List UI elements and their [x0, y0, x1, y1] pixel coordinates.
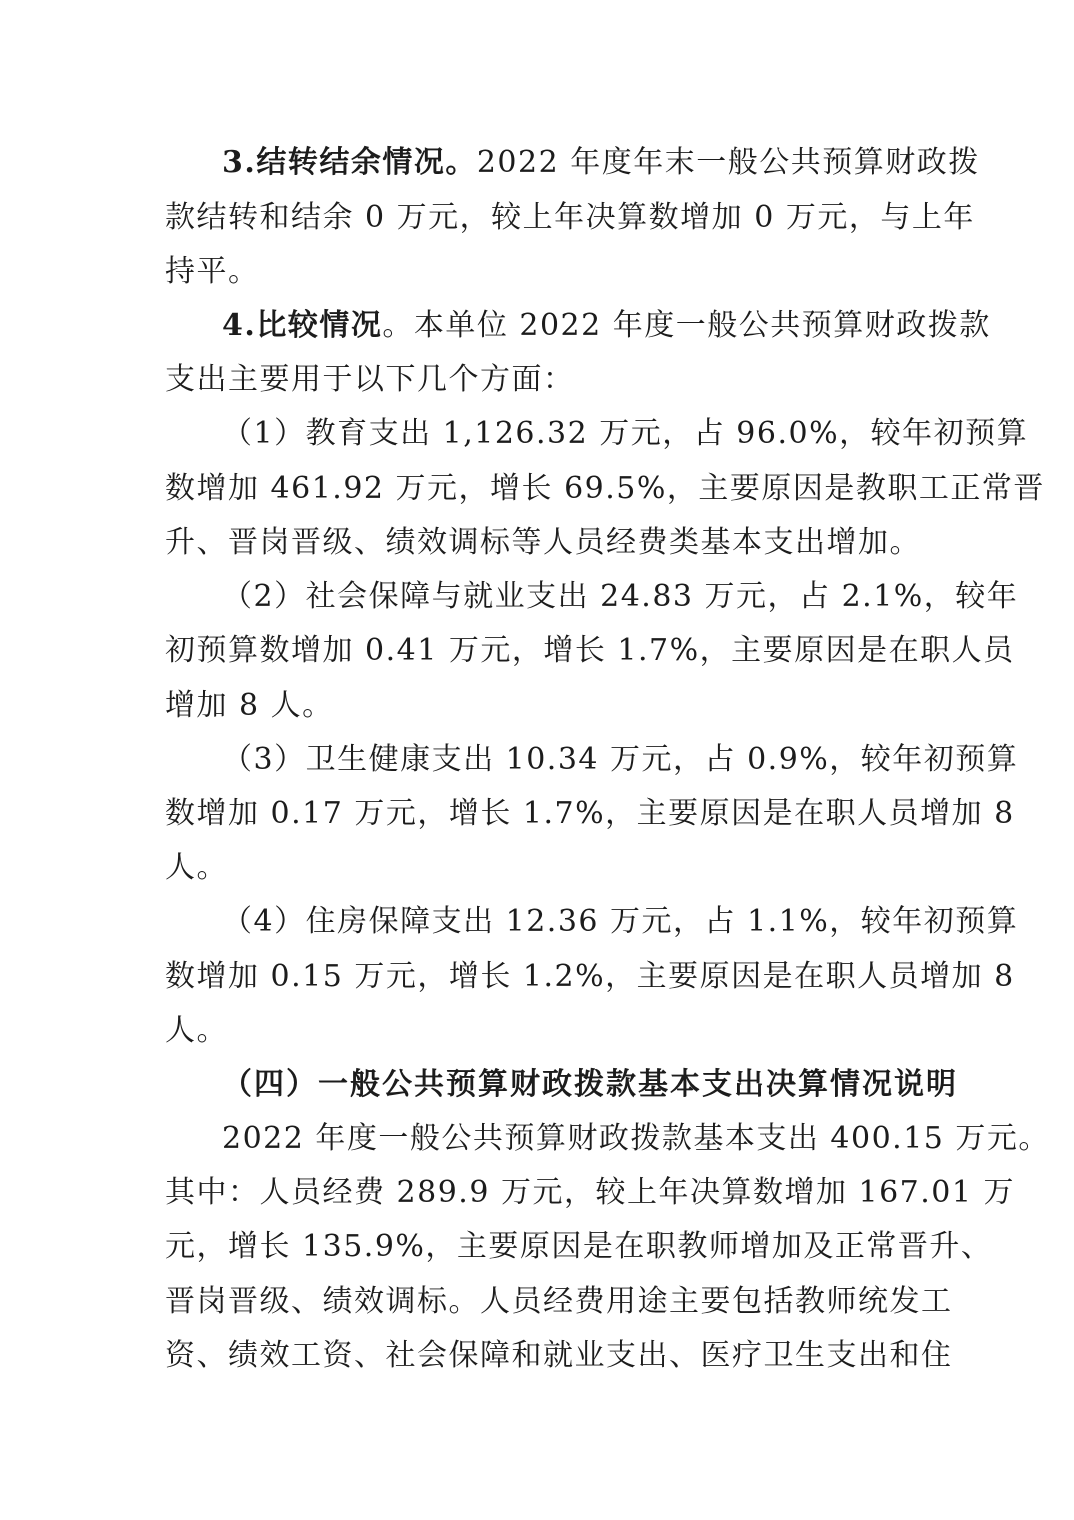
- paragraph-comparison-line-2: 支出主要用于以下几个方面：: [165, 362, 575, 397]
- paragraph-basic-expenditure-line-1: 2022 年度一般公共预算财政拨款基本支出 400.15 万元。: [222, 1121, 1050, 1156]
- paragraph-carryover-line-2: 款结转和结余 0 万元，较上年决算数增加 0 万元，与上年: [165, 200, 975, 235]
- paragraph-health-line-3: 人。: [165, 850, 228, 885]
- paragraph-education-line-3: 升、晋岗晋级、绩效调标等人员经费类基本支出增加。: [165, 525, 921, 560]
- paragraph-basic-expenditure-line-4: 晋岗晋级、绩效调标。人员经费用途主要包括教师统发工: [165, 1284, 953, 1319]
- paragraph-basic-expenditure-line-3: 元，增长 135.9%，主要原因是在职教师增加及正常晋升、: [165, 1229, 993, 1264]
- paragraph-education-line-1: （1）教育支出 1,126.32 万元，占 96.0%，较年初预算: [222, 416, 1029, 451]
- comparison-bold-lead: 4.比较情况: [222, 308, 383, 343]
- paragraph-housing-line-1: （4）住房保障支出 12.36 万元，占 1.1%，较年初预算: [222, 904, 1019, 939]
- comparison-line-1-text: 。本单位 2022 年度一般公共预算财政拨款: [382, 308, 991, 343]
- paragraph-basic-expenditure-line-2: 其中：人员经费 289.9 万元，较上年决算数增加 167.01 万: [165, 1175, 1015, 1210]
- carryover-line-1-text: 2022 年度年末一般公共预算财政拨: [476, 145, 980, 180]
- paragraph-health-line-1: （3）卫生健康支出 10.34 万元，占 0.9%，较年初预算: [222, 742, 1019, 777]
- carryover-bold-lead: 3.结转结余情况。: [222, 145, 477, 180]
- paragraph-housing-line-3: 人。: [165, 1013, 228, 1048]
- paragraph-social-security-line-2: 初预算数增加 0.41 万元，增长 1.7%，主要原因是在职人员: [165, 633, 1015, 668]
- paragraph-social-security-line-1: （2）社会保障与就业支出 24.83 万元，占 2.1%，较年: [222, 579, 1019, 614]
- paragraph-carryover-line-3: 持平。: [165, 254, 260, 289]
- paragraph-social-security-line-3: 增加 8 人。: [165, 688, 334, 723]
- paragraph-health-line-2: 数增加 0.17 万元，增长 1.7%，主要原因是在职人员增加 8: [165, 796, 1015, 831]
- paragraph-housing-line-2: 数增加 0.15 万元，增长 1.2%，主要原因是在职人员增加 8: [165, 959, 1015, 994]
- paragraph-education-line-2: 数增加 461.92 万元，增长 69.5%，主要原因是教职工正常晋: [165, 471, 1045, 506]
- paragraph-basic-expenditure-line-5: 资、绩效工资、社会保障和就业支出、医疗卫生支出和住: [165, 1338, 953, 1373]
- section-heading-basic-expenditure: （四）一般公共预算财政拨款基本支出决算情况说明: [222, 1067, 958, 1102]
- paragraph-comparison-line-1: [222, 304, 991, 348]
- paragraph-carryover-line-1: [222, 141, 982, 185]
